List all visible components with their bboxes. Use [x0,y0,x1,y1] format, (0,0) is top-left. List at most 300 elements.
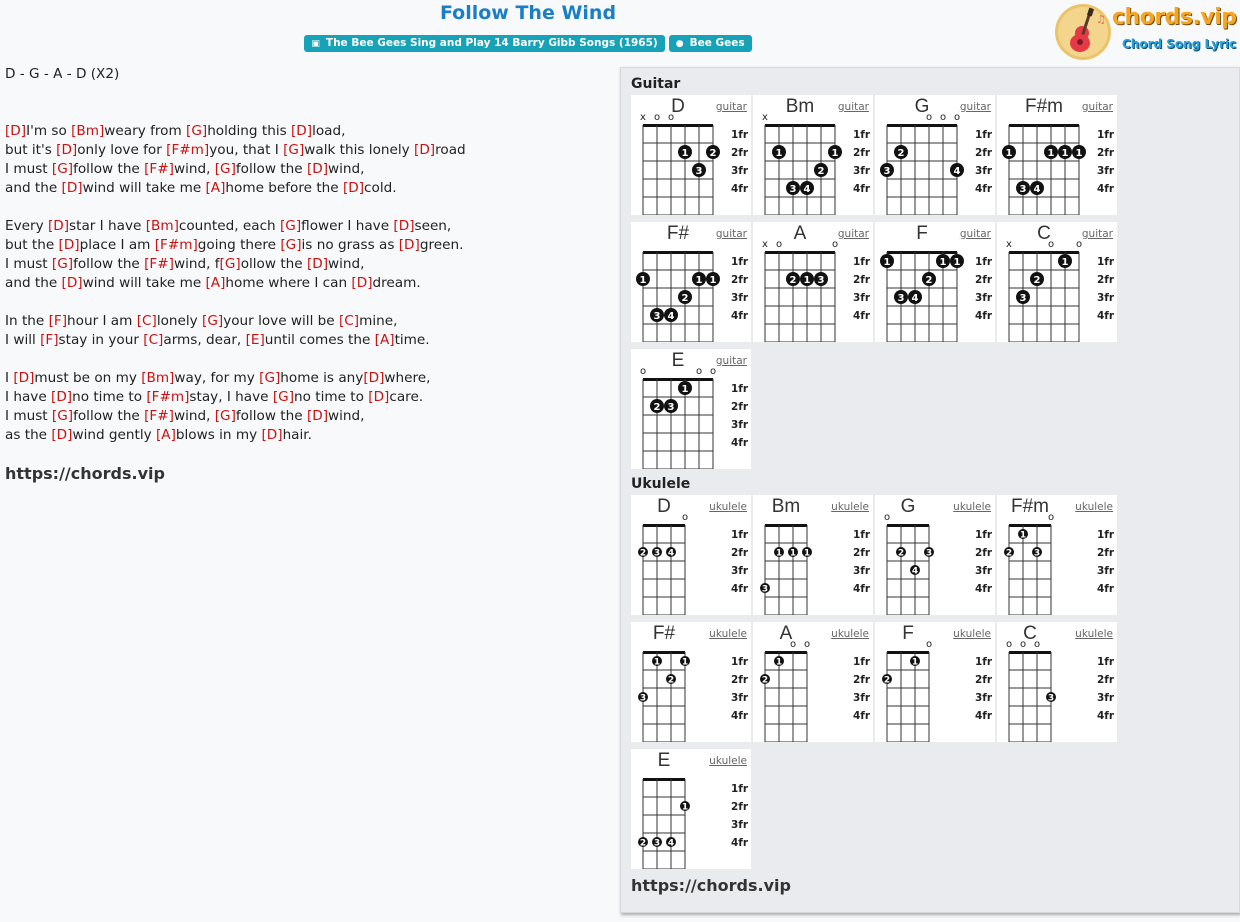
open-string-mark: o [939,112,947,123]
open-string-mark: o [1033,639,1041,650]
chord-link[interactable]: [C] [136,313,157,329]
open-string-mark: o [667,112,675,123]
lyric-text: arms, dear, [163,332,246,348]
nut [765,651,807,654]
chord-link[interactable]: [D] [261,427,283,443]
open-string-mark: o [1019,639,1027,650]
fret-label: 3fr [1097,692,1115,704]
ukulele-chord-card[interactable] [875,622,995,742]
guitar-heading: Guitar [631,76,681,92]
lyric-line [5,236,605,255]
chord-link[interactable]: [G] [51,161,74,177]
fret-label: 3fr [731,692,749,704]
finger-number: 3 [925,548,933,559]
lyric-text: I must [5,408,52,424]
site-logo[interactable] [1054,3,1240,61]
chord-name: F#m [1025,96,1063,117]
fret-label: 1fr [731,529,749,541]
fret-label: 2fr [853,274,871,286]
finger-number: 4 [667,838,675,849]
finger-number: 4 [911,566,919,577]
finger-number: 1 [953,257,961,268]
lyric-text: wind will take me [82,275,206,291]
chord-link[interactable]: [G] [219,256,241,272]
fret-label: 1fr [731,783,749,795]
chord-link[interactable]: [G] [280,237,302,253]
nut [887,524,929,527]
nut [643,251,713,254]
fret-label: 4fr [731,183,749,195]
fret-label: 2fr [975,674,993,686]
nut [643,651,685,654]
fret-label: 2fr [853,147,871,159]
lyric-line [5,407,605,426]
finger-number: 1 [789,548,797,559]
finger-number: 3 [667,402,675,413]
lyric-line [5,160,605,179]
finger-number: 2 [1005,548,1013,559]
finger-number: 1 [695,275,703,286]
chord-name: G [914,96,930,117]
chord-link[interactable]: [D] [398,237,420,253]
chord-panel [620,67,1240,913]
chord-link[interactable]: [Bm] [71,123,105,139]
chord-link[interactable]: [F#m] [146,389,190,405]
chord-link[interactable]: [G] [283,142,305,158]
lyric-text: as the [5,427,52,443]
fret-label: 3fr [1097,292,1115,304]
finger-number: 1 [883,257,891,268]
finger-number: 1 [939,257,947,268]
open-string-mark: o [695,366,703,377]
finger-number: 1 [803,548,811,559]
nut [887,124,957,127]
lyrics-area [5,65,605,483]
panel-site-url[interactable]: https://chords.vip [631,876,791,895]
lyric-text: counted, each [178,218,280,234]
finger-number: 1 [681,657,689,668]
finger-number: 1 [1061,148,1069,159]
finger-number: 3 [639,693,647,704]
logo-text: chords.vip [1112,5,1237,30]
chord-link[interactable]: [F#] [144,256,174,272]
chord-link[interactable]: [D] [291,123,313,139]
nut [1009,524,1051,527]
lyric-text: wind, [328,256,365,272]
lyric-text: must be on my [34,370,142,386]
user-icon: ● [675,39,684,49]
finger-number: 2 [897,548,905,559]
open-string-mark: o [1005,639,1013,650]
lyric-lines [5,122,605,445]
lyric-text: wind, [173,161,215,177]
finger-number: 1 [775,148,783,159]
chord-link[interactable]: [D] [51,389,73,405]
nut [1009,651,1051,654]
instrument-link[interactable]: ukulele [709,628,747,640]
chord-link[interactable]: [F#m] [166,142,210,158]
chord-link[interactable]: [G] [279,218,302,234]
lyric-line [5,255,605,274]
open-string-mark: o [789,639,797,650]
lyric-text: hour I am [67,313,137,329]
chord-link[interactable]: [D] [58,237,80,253]
artist-badge[interactable] [669,35,752,52]
nut [765,251,835,254]
fret-label: 3fr [1097,565,1115,577]
open-string-mark: o [1047,512,1055,523]
instrument-link[interactable]: ukulele [1075,501,1113,513]
finger-number: 1 [1061,257,1069,268]
chord-link[interactable]: [G] [186,123,208,139]
lyric-text: hair. [282,427,312,443]
guitar-chord-card[interactable] [631,95,751,215]
fret-label: 3fr [731,819,749,831]
fret-label: 2fr [1097,547,1115,559]
muted-string-mark: x [762,112,768,123]
chord-name: C [1037,223,1051,244]
muted-string-mark: x [640,112,646,123]
chord-name: F# [666,223,690,244]
ukulele-chord-card[interactable] [997,622,1117,742]
fret-label: 3fr [731,292,749,304]
guitar-chord-card[interactable] [875,222,995,342]
lyric-line [5,388,605,407]
chord-link[interactable]: [D] [56,142,78,158]
lyric-text: wind will take me [82,180,206,196]
lyric-line [5,198,605,217]
lyric-text: time. [394,332,430,348]
fret-label: 3fr [853,165,871,177]
chord-link[interactable]: [G] [51,256,74,272]
ukulele-heading: Ukulele [631,476,691,492]
logo-tagline: Chord Song Lyric [1122,37,1237,51]
fret-label: 4fr [731,310,749,322]
chord-link[interactable]: [E] [245,332,265,348]
instrument-link[interactable]: guitar [959,101,991,113]
chord-name: G [900,496,916,517]
finger-number: 2 [817,166,825,177]
chord-link[interactable]: [D] [393,218,415,234]
finger-number: 4 [803,184,811,195]
lyric-text: lonely [156,313,203,329]
instrument-link[interactable]: guitar [837,228,869,240]
lyric-line [5,274,605,293]
fret-label: 1fr [731,129,749,141]
chord-link[interactable]: [D] [368,389,390,405]
fret-label: 4fr [975,583,993,595]
instrument-link[interactable]: guitar [837,101,869,113]
lyric-text: home before the [225,180,343,196]
lyric-text: Every [5,218,48,234]
lyric-text: I must [5,161,52,177]
lyric-text: I [5,370,14,386]
nut [1009,251,1079,254]
fret-label: 3fr [731,565,749,577]
fret-label: 2fr [731,274,749,286]
fret-label: 3fr [853,692,871,704]
fret-label: 2fr [731,147,749,159]
finger-number: 1 [775,548,783,559]
nut [1009,124,1079,127]
lyric-text: stay, I have [189,389,273,405]
fret-label: 1fr [853,129,871,141]
ukulele-chord-card[interactable] [631,622,751,742]
guitar-chord-card[interactable] [875,95,995,215]
chord-link[interactable]: [D] [306,408,329,424]
chord-link[interactable]: [F#] [144,161,174,177]
lyric-text: In the [5,313,49,329]
fret-label: 3fr [853,292,871,304]
lyric-text: I will [5,332,41,348]
finger-number: 3 [1033,548,1041,559]
chord-name: E [657,750,671,771]
instrument-link[interactable]: ukulele [831,501,869,513]
fret-label: 2fr [731,674,749,686]
fret-label: 4fr [1097,310,1115,322]
lyric-text: and the [5,275,62,291]
instrument-link[interactable]: ukulele [953,628,991,640]
instrument-link[interactable]: guitar [715,101,747,113]
fret-label: 1fr [853,656,871,668]
finger-number: 1 [681,148,689,159]
fret-label: 1fr [731,256,749,268]
chord-link[interactable]: [G] [202,313,224,329]
chord-link[interactable]: [G] [51,408,74,424]
ukulele-chord-card[interactable] [875,495,995,615]
open-string-mark: o [1047,239,1055,250]
fret-label: 1fr [731,383,749,395]
header [0,0,1240,66]
muted-string-mark: x [1006,239,1012,250]
lyric-text: going there [197,237,281,253]
chord-link[interactable]: [G] [272,389,295,405]
instrument-link[interactable]: ukulele [709,501,747,513]
muted-string-mark: x [762,239,768,250]
guitar-chord-card[interactable] [631,222,751,342]
instrument-link[interactable]: ukulele [1075,628,1113,640]
ukulele-chord-card[interactable] [631,749,751,869]
chord-link[interactable]: [D] [13,370,35,386]
lyric-text: you, that I [209,142,284,158]
chord-link[interactable]: [D] [306,161,329,177]
lyric-text: dream. [372,275,421,291]
chord-link[interactable]: [Bm] [141,370,175,386]
fret-label: 4fr [853,583,871,595]
finger-number: 3 [1019,184,1027,195]
fret-label: 1fr [975,129,993,141]
chord-name: F# [652,623,676,644]
lyric-text: I'm so [26,123,72,139]
chord-link[interactable]: [F] [48,313,68,329]
fret-label: 2fr [853,547,871,559]
guitar-chord-card[interactable] [997,95,1117,215]
instrument-link[interactable]: guitar [1081,228,1113,240]
lyric-text: your love will be [223,313,339,329]
ukulele-chord-card[interactable] [753,622,873,742]
instrument-link[interactable]: guitar [1081,101,1113,113]
lyric-line [5,217,605,236]
lyric-text: holding this [207,123,291,139]
guitar-chord-card[interactable] [631,349,751,469]
open-string-mark: o [775,239,783,250]
lyric-line [5,122,605,141]
chord-link[interactable]: [G] [214,161,236,177]
open-string-mark: o [883,512,891,523]
instrument-link[interactable]: guitar [959,228,991,240]
fret-label: 4fr [731,583,749,595]
lyric-line [5,141,605,160]
chord-link[interactable]: [D] [5,123,27,139]
chord-link[interactable]: [D] [47,218,70,234]
fret-label: 4fr [975,183,993,195]
chord-link[interactable]: [D] [414,142,436,158]
finger-number: 1 [1047,148,1055,159]
lyric-text: follow the [73,161,145,177]
lyric-text: is no grass as [301,237,399,253]
chord-link[interactable]: [D] [61,275,83,291]
instrument-link[interactable]: guitar [715,228,747,240]
lyric-text: no time to [72,389,147,405]
fret-label: 1fr [853,529,871,541]
chord-link[interactable]: [A] [205,180,226,196]
chord-link[interactable]: [D] [342,180,365,196]
chord-link[interactable]: [C] [338,313,360,329]
finger-number: 1 [681,802,689,813]
fret-label: 2fr [1097,274,1115,286]
nut [887,651,929,654]
fret-label: 3fr [1097,165,1115,177]
chord-name: C [1023,623,1037,644]
fret-label: 4fr [975,710,993,722]
chord-link[interactable]: [A] [374,332,395,348]
fret-label: 2fr [731,547,749,559]
chord-link[interactable]: [D] [351,275,373,291]
lyric-text: star I have [69,218,146,234]
finger-number: 3 [817,275,825,286]
open-string-mark: o [709,366,717,377]
finger-number: 2 [653,402,661,413]
instrument-link[interactable]: ukulele [953,501,991,513]
instrument-link[interactable]: ukulele [831,628,869,640]
chord-name: D [657,496,671,517]
chord-link[interactable]: [A] [205,275,226,291]
finger-number: 2 [897,148,905,159]
lyric-text: cold. [364,180,397,196]
finger-number: 1 [681,384,689,395]
fret-label: 4fr [1097,710,1115,722]
chord-name: F#m [1011,496,1049,517]
fret-label: 1fr [853,256,871,268]
open-string-mark: o [925,112,933,123]
chord-link[interactable]: [D] [306,256,329,272]
lyric-text: until comes the [264,332,375,348]
album-badge-label: The Bee Gees Sing and Play 14 Barry Gibb Songs (1965) [325,37,658,49]
fret-label: 1fr [1097,256,1115,268]
lyric-text: where, [384,370,431,386]
nut [643,378,713,381]
chord-name: F [902,623,914,644]
song-title[interactable]: Follow The Wind [439,2,617,24]
instrument-link[interactable]: guitar [715,355,747,367]
finger-number: 1 [709,275,717,286]
chord-link[interactable]: [G] [214,408,236,424]
chord-link[interactable]: [A] [156,427,176,443]
nut [643,124,713,127]
finger-number: 3 [761,584,769,595]
finger-number: 1 [911,657,919,668]
fret-label: 1fr [1097,529,1115,541]
fret-label: 3fr [975,692,993,704]
ukulele-chord-card[interactable] [997,495,1117,615]
fret-label: 2fr [975,274,993,286]
finger-number: 1 [803,275,811,286]
fret-label: 3fr [975,165,993,177]
finger-number: 3 [1019,293,1027,304]
chord-link[interactable]: [F#] [144,408,174,424]
lyric-line [5,331,605,350]
chord-link[interactable]: [D] [363,370,385,386]
guitar-chord-card[interactable] [753,95,873,215]
fret-label: 2fr [1097,147,1115,159]
open-string-mark: o [953,112,961,123]
guitar-chord-card[interactable] [753,222,873,342]
chord-link[interactable]: [D] [61,180,83,196]
fret-label: 3fr [975,565,993,577]
finger-number: 3 [897,293,905,304]
fret-label: 2fr [731,401,749,413]
nut [765,524,807,527]
chord-link[interactable]: [C] [143,332,164,348]
chord-link[interactable]: [Bm] [145,218,179,234]
lyric-text: road [435,142,466,158]
chord-link[interactable]: [F] [40,332,59,348]
fret-label: 2fr [975,147,993,159]
open-string-mark: o [639,366,647,377]
finger-number: 2 [667,675,675,686]
lyric-line [5,426,605,445]
album-badge[interactable] [304,35,664,52]
finger-number: 2 [883,675,891,686]
instrument-link[interactable]: ukulele [709,755,747,767]
chord-link[interactable]: [F#m] [154,237,198,253]
lyric-text: care. [389,389,424,405]
lyric-text: but the [5,237,59,253]
fret-label: 1fr [975,656,993,668]
lyric-text: place I am [79,237,155,253]
ukulele-chord-card[interactable] [631,495,751,615]
guitar-chord-card[interactable] [997,222,1117,342]
finger-number: 1 [1005,148,1013,159]
finger-number: 3 [695,166,703,177]
intro-line: D - G - A - D (X2) [5,66,120,82]
lyric-line [5,369,605,388]
finger-number: 4 [953,166,961,177]
fret-label: 2fr [975,547,993,559]
fret-label: 3fr [975,292,993,304]
finger-number: 3 [653,548,661,559]
lyric-text: I must [5,256,52,272]
chord-name: F [916,223,928,244]
lyric-text: I have [5,389,52,405]
chord-link[interactable]: [G] [259,370,281,386]
site-url[interactable]: https://chords.vip [5,464,165,483]
chord-link[interactable]: [D] [51,427,73,443]
ukulele-chord-card[interactable] [753,495,873,615]
lyric-text: wind, [173,408,215,424]
badge-row [0,35,1056,52]
artist-badge-label: Bee Gees [689,37,745,49]
